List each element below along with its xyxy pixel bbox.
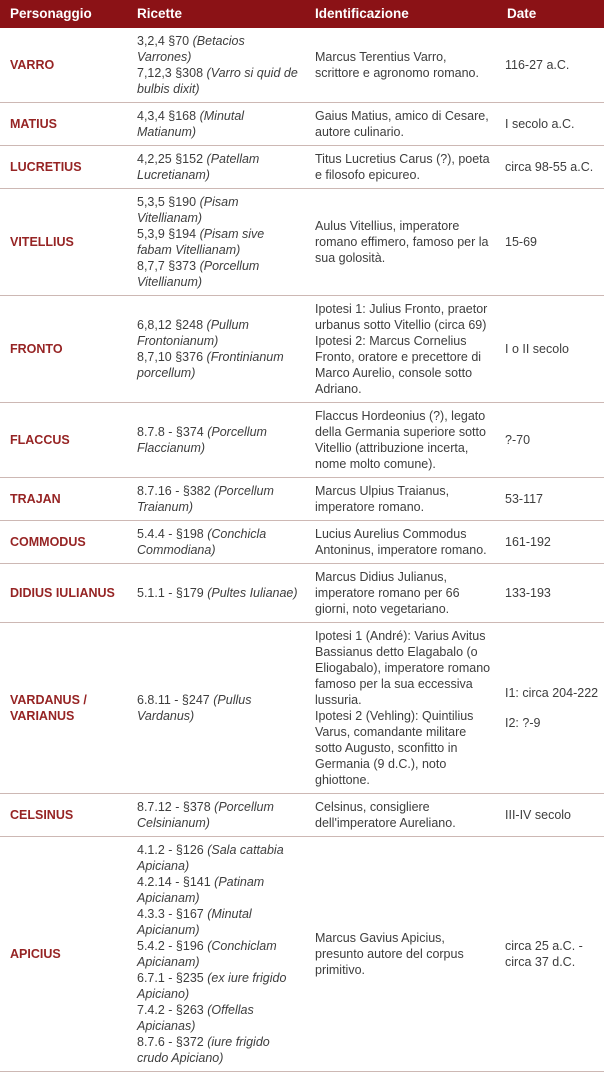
date-value: I secolo a.C. bbox=[505, 117, 575, 131]
recipe-title: (Patellam Lucretianam) bbox=[137, 152, 260, 182]
identification-paragraph: Marcus Terentius Varro, scrittore e agronomo romano. bbox=[315, 50, 479, 80]
recipe-title: (Pullus Vardanus) bbox=[137, 693, 252, 723]
date-cell bbox=[497, 564, 604, 623]
date-cell bbox=[497, 623, 604, 794]
table-row bbox=[0, 794, 604, 837]
recipe-reference: 8,7,7 §373 bbox=[137, 259, 197, 273]
recipe-entry bbox=[137, 424, 299, 456]
recipe-reference: 8.7.8 - §374 bbox=[137, 425, 204, 439]
ricette-cell bbox=[127, 837, 305, 1072]
identificazione-cell bbox=[305, 478, 497, 521]
recipe-entry bbox=[137, 108, 299, 140]
recipe-title: (Frontinianum porcellum) bbox=[137, 350, 284, 380]
recipe-entry bbox=[137, 317, 299, 349]
recipe-entry bbox=[137, 483, 299, 515]
recipe-title: (iure frigido crudo Apiciano) bbox=[137, 1035, 270, 1065]
personaggio-name: VARDANUS / VARIANUS bbox=[0, 623, 127, 794]
personaggio-name: VITELLIUS bbox=[0, 189, 127, 296]
ricette-cell bbox=[127, 296, 305, 403]
date-value: circa 98-55 a.C. bbox=[505, 160, 594, 174]
recipe-title: (Minutal Apicianum) bbox=[137, 907, 252, 937]
date-value: I o II secolo bbox=[505, 342, 569, 356]
date-cell bbox=[497, 478, 604, 521]
date-value: I2: ?-9 bbox=[505, 716, 541, 730]
date-value: 133-193 bbox=[505, 586, 551, 600]
ricette-cell bbox=[127, 478, 305, 521]
recipe-entry bbox=[137, 65, 299, 97]
identification-paragraph: Marcus Gavius Apicius, presunto autore del corpus primitivo. bbox=[315, 931, 464, 977]
table-row bbox=[0, 564, 604, 623]
date-cell bbox=[497, 28, 604, 103]
identificazione-cell bbox=[305, 189, 497, 296]
identification-paragraph: Marcus Didius Julianus, imperatore romano per 66 giorni, noto vegetariano. bbox=[315, 570, 460, 616]
recipe-entry bbox=[137, 1002, 299, 1034]
personaggio-name: FRONTO bbox=[0, 296, 127, 403]
recipe-title: (Porcellum Vitellianum) bbox=[137, 259, 260, 289]
recipe-entry bbox=[137, 526, 299, 558]
date-cell bbox=[497, 189, 604, 296]
date-cell bbox=[497, 103, 604, 146]
identificazione-cell bbox=[305, 837, 497, 1072]
identification-paragraph: Flaccus Hordeonius (?), legato della Germania superiore sotto Vitellio (attribuzione incerta, nome molto comune). bbox=[315, 409, 486, 471]
recipe-title: (Conchiclam Apicianam) bbox=[137, 939, 277, 969]
recipe-entry bbox=[137, 151, 299, 183]
table-row bbox=[0, 403, 604, 478]
recipe-reference: 5,3,9 §194 bbox=[137, 227, 197, 241]
personaggio-name: DIDIUS IULIANUS bbox=[0, 564, 127, 623]
col-header-identificazione: Identificazione bbox=[305, 0, 497, 28]
recipe-entry bbox=[137, 226, 299, 258]
table-row bbox=[0, 296, 604, 403]
identificazione-cell bbox=[305, 296, 497, 403]
col-header-personaggio: Personaggio bbox=[0, 0, 127, 28]
personaggio-name: APICIUS bbox=[0, 837, 127, 1072]
recipe-title: (Pullum Frontonianum) bbox=[137, 318, 249, 348]
date-cell bbox=[497, 794, 604, 837]
identificazione-cell bbox=[305, 146, 497, 189]
identification-paragraph: Marcus Ulpius Traianus, imperatore romano. bbox=[315, 484, 450, 514]
recipe-reference: 5.4.4 - §198 bbox=[137, 527, 204, 541]
identificazione-cell bbox=[305, 521, 497, 564]
recipe-title: (Porcellum Flaccianum) bbox=[137, 425, 267, 455]
recipe-entry bbox=[137, 970, 299, 1002]
recipe-entry bbox=[137, 842, 299, 874]
recipe-title: (ex iure frigido Apiciano) bbox=[137, 971, 287, 1001]
recipe-reference: 5,3,5 §190 bbox=[137, 195, 197, 209]
table-row bbox=[0, 478, 604, 521]
recipe-reference: 8.7.16 - §382 bbox=[137, 484, 211, 498]
recipe-entry bbox=[137, 799, 299, 831]
recipe-reference: 7,12,3 §308 bbox=[137, 66, 204, 80]
date-value: 161-192 bbox=[505, 535, 551, 549]
recipe-entry bbox=[137, 692, 299, 724]
ricette-cell bbox=[127, 28, 305, 103]
recipe-title: (Offellas Apicianas) bbox=[137, 1003, 254, 1033]
recipe-reference: 5.4.2 - §196 bbox=[137, 939, 204, 953]
identificazione-cell bbox=[305, 794, 497, 837]
table-row bbox=[0, 28, 604, 103]
recipe-reference: 6.8.11 - §247 bbox=[137, 693, 210, 707]
ricette-cell bbox=[127, 521, 305, 564]
recipe-reference: 6.7.1 - §235 bbox=[137, 971, 204, 985]
personaggio-name: FLACCUS bbox=[0, 403, 127, 478]
recipe-reference: 4,2,25 §152 bbox=[137, 152, 204, 166]
identification-paragraph: Celsinus, consigliere dell'imperatore Aureliano. bbox=[315, 800, 456, 830]
identification-paragraph: Aulus Vitellius, imperatore romano effimero, famoso per la sua golosità. bbox=[315, 219, 489, 265]
recipe-reference: 4.2.14 - §141 bbox=[137, 875, 211, 889]
ricette-cell bbox=[127, 189, 305, 296]
recipe-title: (Varro si quid de bulbis dixit) bbox=[137, 66, 298, 96]
ricette-cell bbox=[127, 103, 305, 146]
recipe-reference: 6,8,12 §248 bbox=[137, 318, 204, 332]
recipe-reference: 4.3.3 - §167 bbox=[137, 907, 204, 921]
table-row bbox=[0, 837, 604, 1072]
date-cell bbox=[497, 146, 604, 189]
date-value: I1: circa 204-222 bbox=[505, 686, 599, 700]
date-cell bbox=[497, 521, 604, 564]
recipe-title: (Porcellum Celsinianum) bbox=[137, 800, 274, 830]
date-value: ?-70 bbox=[505, 433, 531, 447]
personaggio-name: CELSINUS bbox=[0, 794, 127, 837]
table-row bbox=[0, 103, 604, 146]
recipe-entry bbox=[137, 349, 299, 381]
date-cell bbox=[497, 296, 604, 403]
recipe-title: (Pultes Iulianae) bbox=[207, 586, 298, 600]
date-value: 15-69 bbox=[505, 235, 537, 249]
recipe-entry bbox=[137, 585, 299, 601]
identification-paragraph: Ipotesi 1 (André): Varius Avitus Bassianus detto Elagabalo (o Eliogabalo), imperatore romano famoso per la sua eccessiva lussuria. bbox=[315, 629, 491, 707]
table-header-row bbox=[0, 0, 604, 28]
date-value: circa 25 a.C. - circa 37 d.C. bbox=[505, 939, 583, 969]
col-header-date: Date bbox=[497, 0, 604, 28]
ricette-cell bbox=[127, 794, 305, 837]
recipe-entry bbox=[137, 194, 299, 226]
identificazione-cell bbox=[305, 28, 497, 103]
date-cell bbox=[497, 403, 604, 478]
date-value: 116-27 a.C. bbox=[505, 58, 570, 72]
recipe-entry bbox=[137, 938, 299, 970]
identification-paragraph: Lucius Aurelius Commodus Antoninus, imperatore romano. bbox=[315, 527, 487, 557]
table-row bbox=[0, 146, 604, 189]
identificazione-cell bbox=[305, 103, 497, 146]
recipe-title: (Minutal Matianum) bbox=[137, 109, 245, 139]
table-row bbox=[0, 189, 604, 296]
personaggio-name: COMMODUS bbox=[0, 521, 127, 564]
col-header-ricette: Ricette bbox=[127, 0, 305, 28]
recipe-reference: 8.7.12 - §378 bbox=[137, 800, 211, 814]
recipe-reference: 8.7.6 - §372 bbox=[137, 1035, 204, 1049]
identification-paragraph: Ipotesi 2 (Vehling): Quintilius Varus, comandante militare sotto Augusto, sconfitto in Germania (9 d.C.), noto ghiottone. bbox=[315, 709, 474, 787]
date-cell bbox=[497, 837, 604, 1072]
identificazione-cell bbox=[305, 564, 497, 623]
recipe-entry bbox=[137, 258, 299, 290]
recipe-reference: 4.1.2 - §126 bbox=[137, 843, 204, 857]
recipe-title: (Betacios Varrones) bbox=[137, 34, 245, 64]
recipe-reference: 8,7,10 §376 bbox=[137, 350, 204, 364]
identificazione-cell bbox=[305, 623, 497, 794]
recipe-entry bbox=[137, 33, 299, 65]
date-value: 53-117 bbox=[505, 492, 543, 506]
ricette-cell bbox=[127, 403, 305, 478]
table-row bbox=[0, 623, 604, 794]
ricette-cell bbox=[127, 564, 305, 623]
personaggio-name: MATIUS bbox=[0, 103, 127, 146]
recipe-reference: 7.4.2 - §263 bbox=[137, 1003, 204, 1017]
personaggio-name: TRAJAN bbox=[0, 478, 127, 521]
identification-paragraph: Ipotesi 1: Julius Fronto, praetor urbanus sotto Vitellio (circa 69) bbox=[315, 302, 488, 332]
date-value: III-IV secolo bbox=[505, 808, 571, 822]
recipe-title: (Conchicla Commodiana) bbox=[137, 527, 267, 557]
recipe-entry bbox=[137, 906, 299, 938]
table-row bbox=[0, 521, 604, 564]
personaggio-name: VARRO bbox=[10, 58, 55, 72]
recipe-title: (Pisam sive fabam Vitellianam) bbox=[137, 227, 265, 257]
recipe-reference: 4,3,4 §168 bbox=[137, 109, 197, 123]
personaggio-name: LUCRETIUS bbox=[0, 146, 127, 189]
recipe-reference: 5.1.1 - §179 bbox=[137, 586, 204, 600]
recipe-title: (Pisam Vitellianam) bbox=[137, 195, 239, 225]
recipe-reference: 3,2,4 §70 bbox=[137, 34, 190, 48]
recipe-title: (Sala cattabia Apiciana) bbox=[137, 843, 284, 873]
ricette-cell bbox=[127, 623, 305, 794]
recipe-entry bbox=[137, 1034, 299, 1066]
ricette-cell bbox=[127, 146, 305, 189]
recipe-entry bbox=[137, 874, 299, 906]
identification-paragraph: Ipotesi 2: Marcus Cornelius Fronto, oratore e precettore di Marco Aurelio, console sotto Adriano. bbox=[315, 334, 482, 396]
identificazione-cell bbox=[305, 403, 497, 478]
identification-paragraph: Titus Lucretius Carus (?), poeta e filosofo epicureo. bbox=[315, 152, 490, 182]
recipe-title: (Porcellum Traianum) bbox=[137, 484, 274, 514]
identification-paragraph: Gaius Matius, amico di Cesare, autore culinario. bbox=[315, 109, 489, 139]
recipe-title: (Patinam Apicianam) bbox=[137, 875, 265, 905]
